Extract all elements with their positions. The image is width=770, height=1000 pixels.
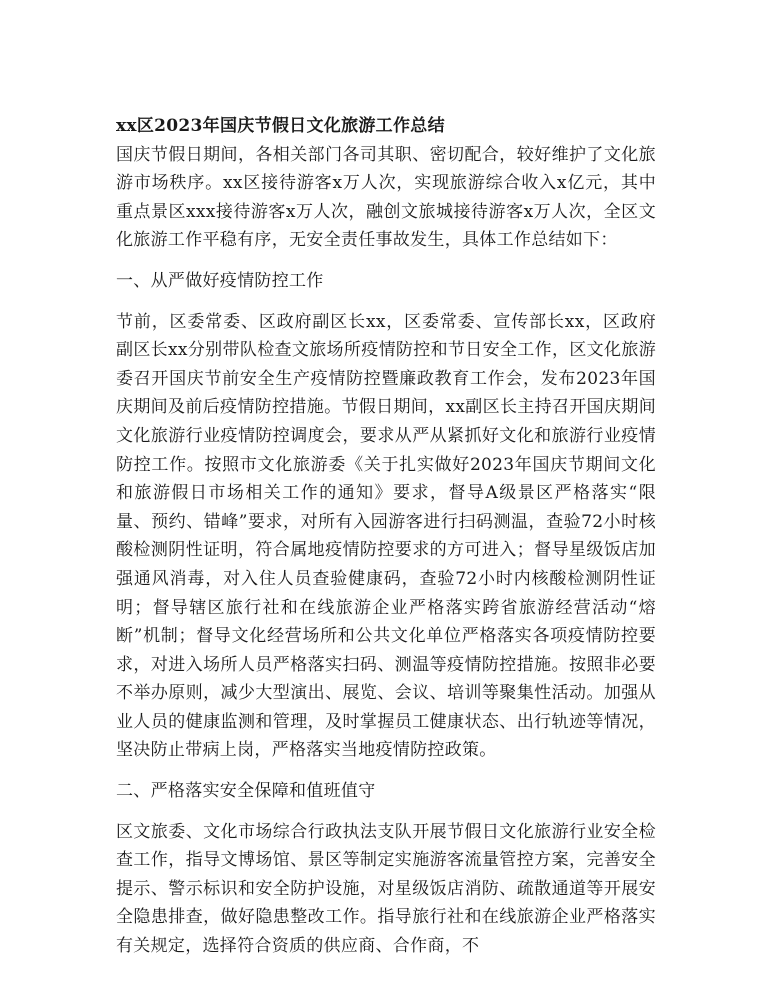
section-2-paragraph: 区文旅委、文化市场综合行政执法支队开展节假日文化旅游行业安全检查工作，指导文博场馆、景区等制定实施游客流量管控方案，完善安全提示、警示标识和安全防护设施，对星级饭店消防、疏散通道等开展安全隐患排查，做好隐患整改工作。指导旅行社和在线旅游企业严格落实有关规定，选择符合资质的供应商、合作商，不: [116, 821, 656, 957]
document-page: [116, 112, 656, 961]
section-1-heading: 一、从严做好疫情防控工作: [116, 270, 324, 291]
intro-paragraph: 国庆节假日期间，各相关部门各司其职、密切配合，较好维护了文化旅游市场秩序。xx区接待游客x万人次，实现旅游综合收入x亿元，其中重点景区xxx接待游客x万人次，融创文旅城接待游客x万人次，全区文化旅游工作平稳有序，无安全责任事故发生，具体工作总结如下：: [116, 144, 656, 251]
section-2-heading: 二、严格落实安全保障和值班值守: [116, 781, 376, 802]
section-1-paragraph: 节前，区委常委、区政府副区长xx，区委常委、宣传部长xx，区政府副区长xx分别带队检查文旅场所疫情防控和节日安全工作，区文化旅游委召开国庆节前安全生产疫情防控暨廉政教育工作会，发布2023年国庆期间及前后疫情防控措施。节假日期间，xx副区长主持召开国庆期间文化旅游行业疫情防控调度会，要求从严从紧抓好文化和旅游行业疫情防控工作。按照市文化旅游委《关于扎实做好2023年国庆节期间文化和旅游假日市场相关工作的通知》要求，督导A级景区严格落实“限量、预约、错峰”要求，对所有入园游客进行扫码测温，查验72小时核酸检测阴性证明，符合属地疫情防控要求的方可进入；督导星级饭店加强通风消毒，对入住人员查验健康码，查验72小时内核酸检测阴性证明；督导辖区旅行社和在线旅游企业严格落实跨省旅游经营活动“熔断”机制；督导文化经营场所和公共文化单位严格落实各项疫情防控要求，对进入场所人员严格落实扫码、测温等疫情防控措施。按照非必要不举办原则，减少大型演出、展览、会议、培训等聚集性活动。加强从业人员的健康监测和管理，及时掌握员工健康状态、出行轨迹等情况，坚决防止带病上岗，严格落实当地疫情防控政策。: [116, 311, 656, 761]
document-title: xx区2023年国庆节假日文化旅游工作总结: [116, 116, 445, 136]
